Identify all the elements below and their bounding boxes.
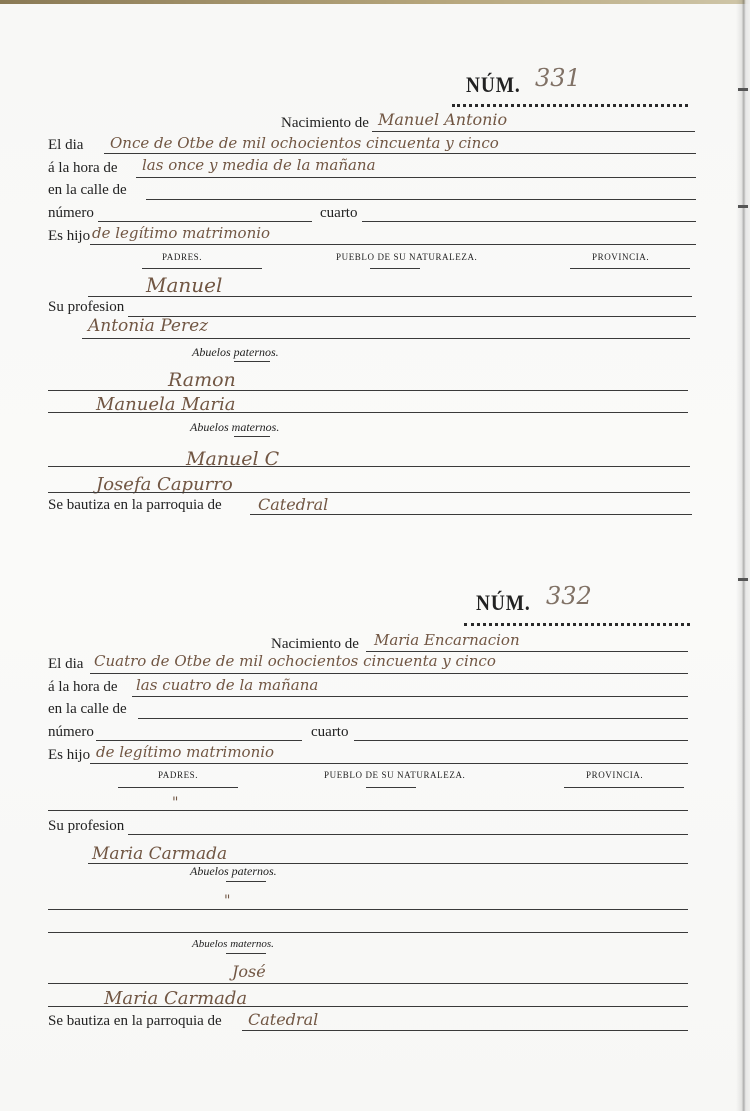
bautiza-label: Se bautiza en la parroquia de — [48, 497, 222, 513]
record-number-value: 332 — [546, 582, 592, 610]
provincia-header-rule — [564, 787, 684, 788]
abuelos-maternos-label: Abuelos maternos. — [192, 938, 274, 950]
birth-record-331 — [0, 0, 750, 540]
cuarto-line — [362, 221, 696, 222]
abuelos-paternos-label: Abuelos paternos. — [190, 864, 277, 878]
calle-label: en la calle de — [48, 701, 127, 717]
padres-header-rule — [118, 787, 238, 788]
hora-label: á la hora de — [48, 679, 118, 695]
es-hijo-value: de legítimo matrimonio — [96, 743, 275, 761]
es-hijo-line — [90, 763, 688, 764]
calle-line — [146, 199, 696, 200]
abuelo-materno-value: José — [232, 962, 266, 981]
el-dia-value: Cuatro de Otbe de mil ochocientos cincuenta y cinco — [94, 652, 496, 670]
abuelos-paternos-rule — [226, 881, 266, 882]
abuelo-paterno-value: " — [224, 893, 231, 909]
abuela-materna-value: Maria Carmada — [104, 988, 248, 1009]
abuelo-materno-value: Manuel C — [186, 448, 280, 470]
calle-label: en la calle de — [48, 182, 127, 198]
nacimiento-value: Maria Encarnacion — [374, 631, 520, 649]
madre-value: Maria Carmada — [92, 844, 228, 864]
el-dia-line — [90, 673, 688, 674]
abuelo-paterno-line — [48, 909, 688, 910]
padre-line — [48, 810, 688, 811]
padres-header: PADRES. — [162, 252, 203, 262]
number-dotted-rule — [452, 104, 688, 107]
pueblo-header-rule — [370, 268, 420, 269]
abuela-materna-value: Josefa Capurro — [96, 474, 233, 495]
es-hijo-label: Es hijo — [48, 228, 91, 244]
abuelos-paternos-rule — [234, 361, 270, 362]
abuelos-maternos-label: Abuelos maternos. — [190, 420, 280, 434]
el-dia-value: Once de Otbe de mil ochocientos cincuenta y cinco — [110, 134, 499, 152]
profesion-label: Su profesion — [48, 299, 125, 315]
nacimiento-value: Manuel Antonio — [378, 110, 508, 129]
padre-line — [88, 296, 692, 297]
hora-line — [136, 177, 696, 178]
numero-label: número — [48, 205, 94, 221]
abuela-paterna-line — [48, 932, 688, 933]
number-dotted-rule — [464, 623, 690, 626]
numero-line — [98, 221, 312, 222]
cuarto-label: cuarto — [311, 724, 349, 740]
abuelo-materno-line — [48, 466, 690, 467]
cuarto-line — [354, 740, 688, 741]
profesion-line — [128, 834, 688, 835]
abuelos-maternos-rule — [226, 953, 266, 954]
parroquia-value: Catedral — [258, 495, 329, 514]
nacimiento-label: Nacimiento de — [281, 115, 369, 131]
profesion-line — [128, 316, 696, 317]
el-dia-label: El dia — [48, 137, 84, 153]
numero-line — [96, 740, 302, 741]
el-dia-line — [104, 153, 696, 154]
padre-value: " — [172, 795, 179, 811]
numero-label: número — [48, 724, 94, 740]
es-hijo-label: Es hijo — [48, 747, 91, 763]
nacimiento-label: Nacimiento de — [271, 636, 359, 652]
hora-label: á la hora de — [48, 160, 118, 176]
abuelos-maternos-rule — [234, 436, 270, 437]
pueblo-header: PUEBLO DE SU NATURALEZA. — [336, 252, 478, 262]
madre-line — [82, 338, 690, 339]
abuelo-paterno-value: Ramon — [168, 369, 236, 391]
hora-line — [132, 696, 688, 697]
abuela-paterna-value: Manuela Maria — [96, 394, 236, 415]
nacimiento-line — [372, 131, 695, 132]
parroquia-line — [250, 514, 692, 515]
abuela-materna-line — [48, 492, 690, 493]
madre-line — [88, 863, 688, 864]
hora-value: las once y media de la mañana — [142, 156, 376, 174]
abuelo-materno-line — [48, 983, 688, 984]
record-number-label: NÚM. — [466, 72, 521, 97]
abuela-paterna-line — [48, 412, 688, 413]
record-number-value: 331 — [535, 64, 581, 92]
provincia-header-rule — [570, 268, 690, 269]
padres-header-rule — [142, 268, 262, 269]
pueblo-header: PUEBLO DE SU NATURALEZA. — [324, 770, 466, 780]
record-number-label: NÚM. — [476, 590, 531, 615]
padres-header: PADRES. — [158, 770, 199, 780]
padre-value: Manuel — [146, 273, 223, 297]
bautiza-label: Se bautiza en la parroquia de — [48, 1013, 222, 1029]
madre-value: Antonia Perez — [88, 316, 209, 336]
hora-value: las cuatro de la mañana — [136, 676, 319, 694]
parroquia-line — [242, 1030, 688, 1031]
parroquia-value: Catedral — [248, 1010, 319, 1029]
calle-line — [138, 718, 688, 719]
abuela-materna-line — [48, 1006, 688, 1007]
provincia-header: PROVINCIA. — [592, 252, 650, 262]
es-hijo-value: de legítimo matrimonio — [92, 224, 271, 242]
es-hijo-line — [90, 244, 696, 245]
birth-record-332 — [0, 520, 750, 1060]
pueblo-header-rule — [366, 787, 416, 788]
abuelos-paternos-label: Abuelos paternos. — [192, 345, 279, 359]
cuarto-label: cuarto — [320, 205, 358, 221]
provincia-header: PROVINCIA. — [586, 770, 644, 780]
profesion-label: Su profesion — [48, 818, 125, 834]
abuelo-paterno-line — [48, 390, 688, 391]
el-dia-label: El dia — [48, 656, 84, 672]
